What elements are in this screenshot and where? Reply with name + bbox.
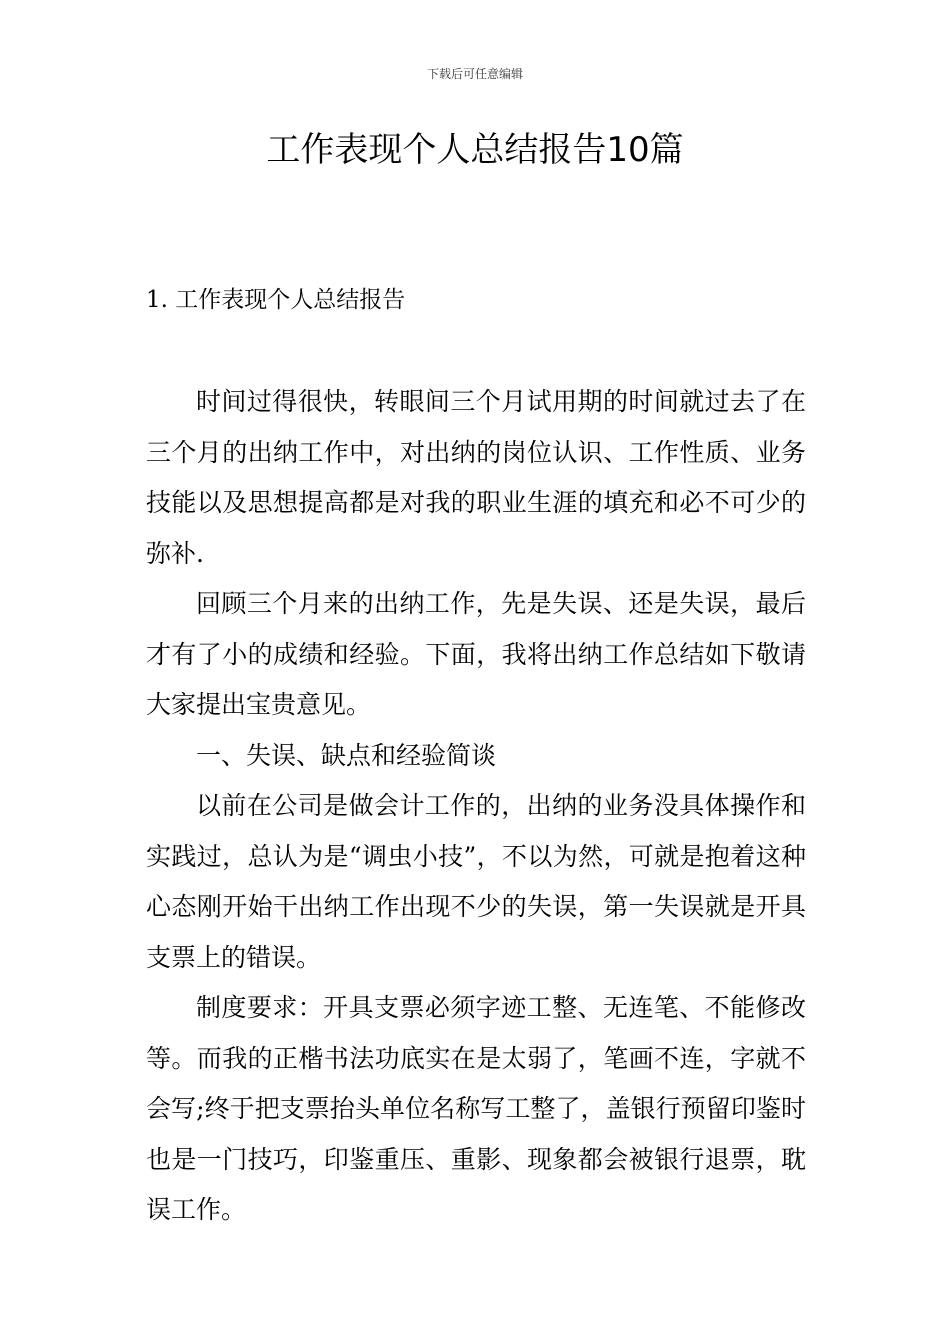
- paragraph-4: 制度要求：开具支票必须字迹工整、无连笔、不能修改等。而我的正楷书法功底实在是太弱了，笔画不连，字就不会写;终于把支票抬头单位名称写工整了，盖银行预留印鉴时也是一门技巧，印鉴重压、重影、现象都会被银行退票，耽误工作。: [146, 993, 806, 1224]
- subheading-mistakes: 一、失误、缺点和经验简谈: [196, 740, 497, 770]
- paragraph-2: 回顾三个月来的出纳工作，先是失误、还是失误，最后才有了小的成绩和经验。下面，我将出纳工作总结如下敬请大家提出宝贵意见。: [146, 589, 806, 719]
- paragraph-3: 以前在公司是做会计工作的，出纳的业务没具体操作和实践过，总认为是“调虫小技”，不以为然，可就是抱着这种心态刚开始干出纳工作出现不少的失误，第一失误就是开具支票上的错误。: [146, 791, 806, 972]
- page-header-note: 下载后可任意编辑: [426, 67, 523, 81]
- section-heading: 1. 工作表现个人总结报告: [146, 287, 406, 313]
- document-body: [146, 377, 806, 1236]
- paragraph-1: 时间过得很快，转眼间三个月试用期的时间就过去了在三个月的出纳工作中，对出纳的岗位认识、工作性质、业务技能以及思想提高都是对我的职业生涯的填充和必不可少的弥补.: [146, 387, 806, 568]
- document-title: 工作表现个人总结报告10篇: [266, 130, 684, 170]
